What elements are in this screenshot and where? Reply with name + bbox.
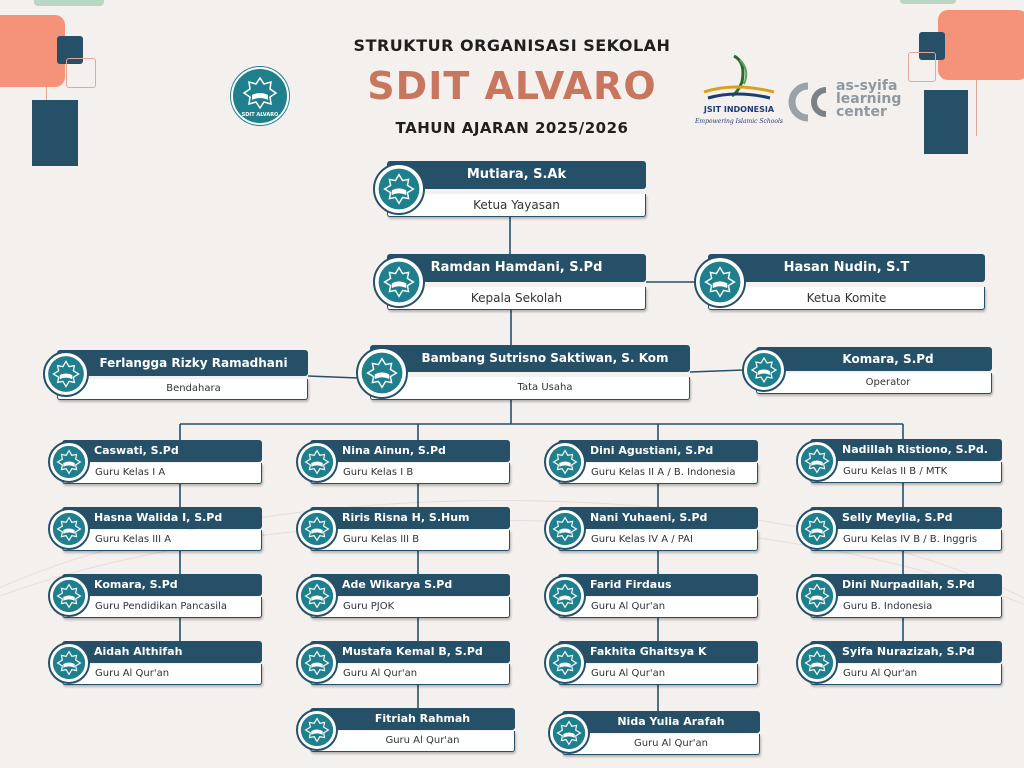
node-teacher — [296, 641, 510, 685]
school-logo-icon — [373, 163, 425, 215]
node-teacher — [48, 507, 262, 551]
connector-tu-operator — [690, 370, 744, 372]
node-role: Guru Al Qur'an — [310, 664, 510, 685]
svg-text:Empowering Islamic Schools: Empowering Islamic Schools — [695, 118, 783, 125]
school-logo-icon — [796, 575, 838, 617]
node-name: Ramdan Hamdani, S.Pd — [387, 254, 646, 282]
node-role: Guru Al Qur'an — [310, 731, 515, 752]
node-teacher — [796, 507, 1002, 551]
node-role: Guru PJOK — [310, 597, 510, 618]
school-logo-icon — [544, 575, 586, 617]
node-teacher — [48, 574, 262, 618]
node-teacher — [48, 440, 262, 484]
assyifa-text-line: learning — [836, 91, 902, 107]
node-ketua-komite — [694, 254, 985, 310]
node-name: Bambang Sutrisno Saktiwan, S. Kom — [370, 345, 690, 372]
school-logo-icon — [48, 508, 90, 550]
node-name: Mustafa Kemal B, S.Pd — [310, 641, 510, 663]
node-teacher — [544, 574, 758, 618]
node-teacher — [796, 641, 1002, 685]
node-name: Ferlangga Rizky Ramadhani — [57, 350, 308, 376]
node-role: Bendahara — [57, 379, 308, 400]
node-name: Syifa Nurazizah, S.Pd — [810, 641, 1002, 663]
node-role: Guru B. Indonesia — [810, 597, 1002, 618]
node-teacher — [796, 574, 1002, 618]
node-name: Nani Yuhaeni, S.Pd — [558, 507, 758, 529]
node-role: Guru Kelas IV B / B. Inggris — [810, 530, 1002, 551]
node-teacher — [544, 507, 758, 551]
node-name: Komara, S.Pd — [62, 574, 262, 596]
node-role: Guru Al Qur'an — [558, 664, 758, 685]
school-logo-icon — [373, 256, 425, 308]
school-logo-icon — [356, 347, 408, 399]
node-name: Nina Ainun, S.Pd — [310, 440, 510, 462]
node-role: Guru Kelas I A — [62, 463, 262, 484]
node-teacher — [296, 440, 510, 484]
school-logo-icon — [296, 441, 338, 483]
school-logo-icon — [796, 508, 838, 550]
svg-text:SDIT ALVARO: SDIT ALVARO — [241, 112, 279, 118]
svg-text:JSIT INDONESIA: JSIT INDONESIA — [703, 105, 775, 114]
node-role: Guru Kelas III A — [62, 530, 262, 551]
node-teacher — [548, 711, 760, 755]
node-name: Caswati, S.Pd — [62, 440, 262, 462]
school-logo-icon — [48, 441, 90, 483]
school-logo-icon — [548, 712, 590, 754]
node-name: Nadillah Ristiono, S.Pd. — [810, 439, 1002, 461]
assyifa-text-line: as-syifa — [836, 78, 898, 94]
node-name: Fitriah Rahmah — [310, 708, 515, 730]
node-name: Mutiara, S.Ak — [387, 161, 646, 189]
node-name: Farid Firdaus — [558, 574, 758, 596]
school-logo-icon — [43, 351, 89, 397]
node-role: Ketua Komite — [708, 287, 985, 310]
node-role: Guru Kelas IV A / PAI — [558, 530, 758, 551]
node-name: Aidah Althifah — [62, 641, 262, 663]
school-logo-icon — [796, 642, 838, 684]
school-logo-icon — [48, 575, 90, 617]
node-role: Kepala Sekolah — [387, 287, 646, 310]
school-logo-icon — [48, 642, 90, 684]
node-role: Tata Usaha — [370, 377, 690, 400]
node-teacher — [296, 507, 510, 551]
school-logo-icon — [296, 709, 338, 751]
node-name: Selly Meylia, S.Pd — [810, 507, 1002, 529]
node-name: Fakhita Ghaitsya K — [558, 641, 758, 663]
school-logo-icon — [296, 575, 338, 617]
school-logo-icon — [742, 348, 786, 392]
node-role: Operator — [756, 373, 992, 394]
node-role: Guru Al Qur'an — [810, 664, 1002, 685]
school-logo-icon — [544, 441, 586, 483]
node-teacher — [296, 708, 515, 752]
node-role: Guru Kelas III B — [310, 530, 510, 551]
node-role: Guru Al Qur'an — [62, 664, 262, 685]
node-name: Dini Nurpadilah, S.Pd — [810, 574, 1002, 596]
node-role: Guru Pendidikan Pancasila — [62, 597, 262, 618]
school-logo-icon — [796, 440, 838, 482]
title-structure: STRUKTUR ORGANISASI SEKOLAH — [353, 36, 671, 55]
school-logo-icon — [296, 642, 338, 684]
school-logo-icon — [694, 256, 746, 308]
node-teacher — [796, 439, 1002, 483]
node-teacher — [48, 641, 262, 685]
node-role: Guru Kelas II A / B. Indonesia — [558, 463, 758, 484]
node-operator — [742, 347, 992, 394]
connector-bendahara-tu — [308, 376, 358, 378]
node-role: Guru Al Qur'an — [562, 734, 760, 755]
node-name: Ade Wikarya S.Pd — [310, 574, 510, 596]
node-teacher — [544, 440, 758, 484]
node-name: Hasan Nudin, S.T — [708, 254, 985, 282]
node-name: Hasna Walida I, S.Pd — [62, 507, 262, 529]
node-kepala-sekolah — [373, 254, 646, 310]
node-name: Riris Risna H, S.Hum — [310, 507, 510, 529]
node-name: Komara, S.Pd — [756, 347, 992, 371]
title-academic-year: TAHUN AJARAN 2025/2026 — [395, 119, 629, 137]
school-logo-icon — [544, 508, 586, 550]
school-logo-icon — [296, 508, 338, 550]
node-name: Dini Agustiani, S.Pd — [558, 440, 758, 462]
assyifa-text-line: center — [836, 104, 887, 120]
title-school-name: SDIT ALVARO — [367, 64, 657, 108]
node-teacher — [544, 641, 758, 685]
node-role: Guru Al Qur'an — [558, 597, 758, 618]
node-role: Guru Kelas I B — [310, 463, 510, 484]
node-role: Ketua Yayasan — [387, 194, 646, 217]
node-teacher — [296, 574, 510, 618]
node-bendahara — [43, 350, 308, 400]
node-tata-usaha — [356, 345, 690, 400]
node-ketua-yayasan — [373, 161, 646, 217]
node-role: Guru Kelas II B / MTK — [810, 462, 1002, 483]
node-name: Nida Yulia Arafah — [562, 711, 760, 733]
school-logo-icon — [544, 642, 586, 684]
